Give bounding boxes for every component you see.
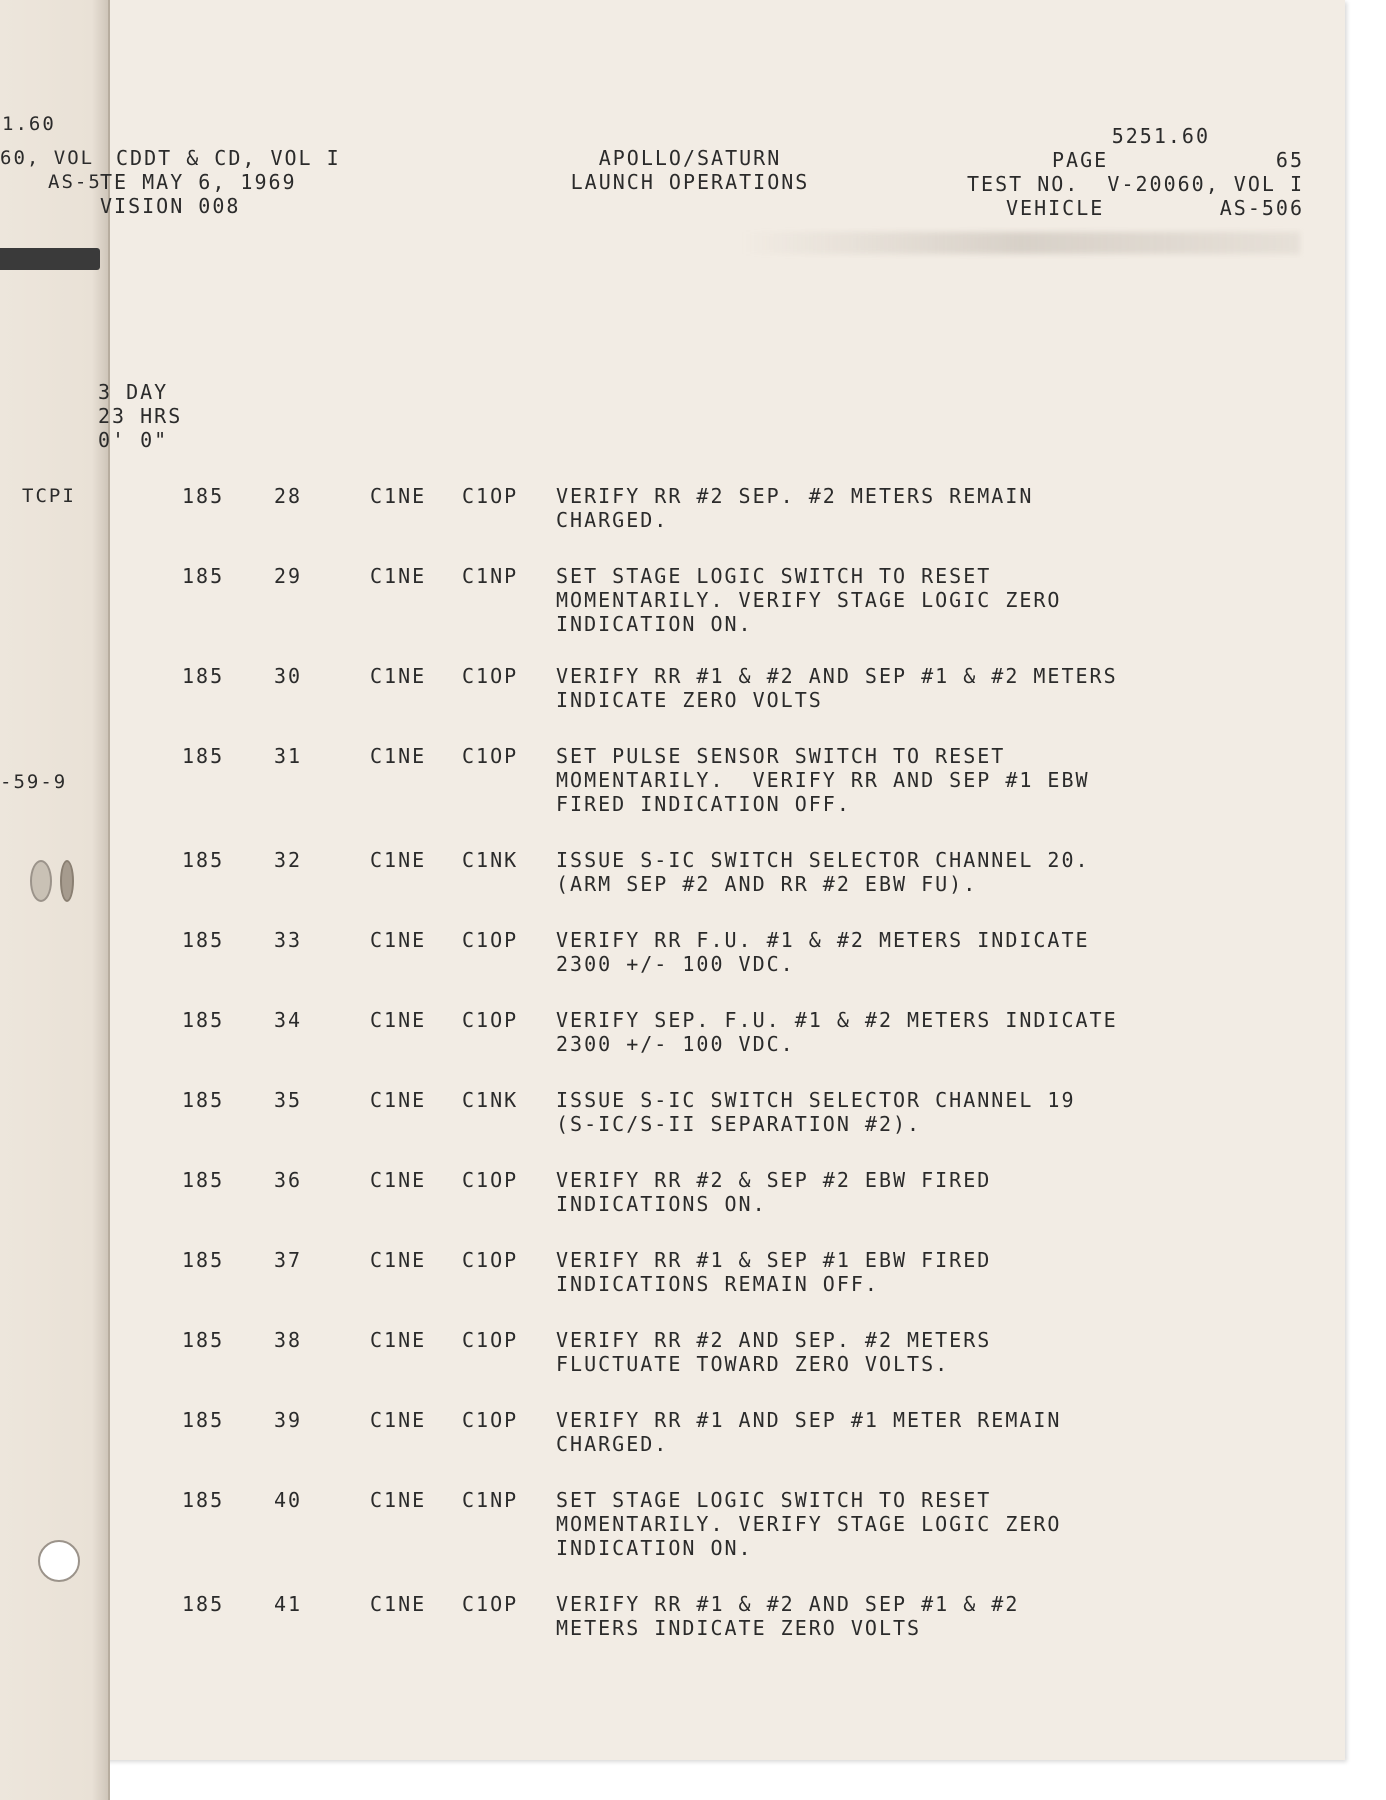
to-station: C1OP <box>462 744 519 768</box>
from-station: C1NE <box>370 744 427 768</box>
vehicle-id: AS-506 <box>1219 196 1304 220</box>
step-number: 36 <box>274 1168 303 1192</box>
sequence-number: 185 <box>182 564 225 588</box>
instruction-text: VERIFY SEP. F.U. #1 & #2 METERS INDICATE 2300 +/- 100 VDC. <box>556 1008 1118 1056</box>
left-page-fragment: 60, VOL <box>0 147 95 169</box>
from-station: C1NE <box>370 564 427 588</box>
from-station: C1NE <box>370 1408 427 1432</box>
step-number: 29 <box>274 564 303 588</box>
sequence-number: 185 <box>182 1592 225 1616</box>
step-number: 33 <box>274 928 303 952</box>
header-left-line: TE MAY 6, 1969 <box>100 170 297 194</box>
sequence-number: 185 <box>182 744 225 768</box>
instruction-text: VERIFY RR #2 SEP. #2 METERS REMAIN CHARGED. <box>556 484 1034 532</box>
instruction-text: VERIFY RR #1 & SEP #1 EBW FIRED INDICATIONS REMAIN OFF. <box>556 1248 992 1296</box>
instruction-text: ISSUE S-IC SWITCH SELECTOR CHANNEL 20. (ARM SEP #2 AND RR #2 EBW FU). <box>556 848 1090 896</box>
from-station: C1NE <box>370 1168 427 1192</box>
to-station: C1OP <box>462 1008 519 1032</box>
sequence-number: 185 <box>182 664 225 688</box>
binding-bar <box>0 248 100 270</box>
from-station: C1NE <box>370 1248 427 1272</box>
sequence-number: 185 <box>182 1168 225 1192</box>
punch-hole-upper-edge <box>60 860 74 902</box>
instruction-text: SET STAGE LOGIC SWITCH TO RESET MOMENTARILY. VERIFY STAGE LOGIC ZERO INDICATION ON. <box>556 1488 1062 1560</box>
instruction-text: VERIFY RR #2 AND SEP. #2 METERS FLUCTUATE TOWARD ZERO VOLTS. <box>556 1328 992 1376</box>
step-number: 32 <box>274 848 303 872</box>
punch-hole-upper <box>30 860 52 902</box>
sequence-number: 185 <box>182 484 225 508</box>
from-station: C1NE <box>370 484 427 508</box>
step-number: 30 <box>274 664 303 688</box>
test-number: TEST NO. V-20060, VOL I <box>967 172 1304 196</box>
vehicle-label: VEHICLE <box>1006 196 1105 220</box>
from-station: C1NE <box>370 1088 427 1112</box>
sequence-number: 185 <box>182 1088 225 1112</box>
countdown-days: 3 DAY <box>98 380 169 404</box>
step-number: 34 <box>274 1008 303 1032</box>
instruction-text: VERIFY RR #1 AND SEP #1 METER REMAIN CHARGED. <box>556 1408 1062 1456</box>
header-left-line: VISION 008 <box>100 194 241 218</box>
document-number: 5251.60 <box>1111 124 1210 148</box>
instruction-text: SET PULSE SENSOR SWITCH TO RESET MOMENTARILY. VERIFY RR AND SEP #1 EBW FIRED INDICATION OFF. <box>556 744 1090 816</box>
to-station: C1NP <box>462 1488 519 1512</box>
from-station: C1NE <box>370 1008 427 1032</box>
from-station: C1NE <box>370 1328 427 1352</box>
header-center-line: LAUNCH OPERATIONS <box>570 170 810 194</box>
from-station: C1NE <box>370 1592 427 1616</box>
to-station: C1OP <box>462 1408 519 1432</box>
to-station: C1OP <box>462 484 519 508</box>
to-station: C1OP <box>462 1168 519 1192</box>
to-station: C1NK <box>462 848 519 872</box>
page-number: 65 <box>1275 148 1304 172</box>
previous-page-edge <box>0 0 110 1800</box>
left-page-fragment: 1.60 <box>2 113 56 135</box>
from-station: C1NE <box>370 664 427 688</box>
to-station: C1OP <box>462 664 519 688</box>
instruction-text: VERIFY RR #1 & #2 AND SEP #1 & #2 METERS INDICATE ZERO VOLTS <box>556 1592 1020 1640</box>
page-label: PAGE <box>1052 148 1109 172</box>
instruction-text: SET STAGE LOGIC SWITCH TO RESET MOMENTARILY. VERIFY STAGE LOGIC ZERO INDICATION ON. <box>556 564 1062 636</box>
from-station: C1NE <box>370 1488 427 1512</box>
instruction-text: VERIFY RR F.U. #1 & #2 METERS INDICATE 2300 +/- 100 VDC. <box>556 928 1090 976</box>
sequence-number: 185 <box>182 1328 225 1352</box>
punch-hole-lower <box>38 1540 80 1582</box>
left-page-fragment: TCPI <box>22 485 76 507</box>
header-center-line: APOLLO/SATURN <box>598 146 782 170</box>
to-station: C1NK <box>462 1088 519 1112</box>
to-station: C1OP <box>462 1248 519 1272</box>
step-number: 28 <box>274 484 303 508</box>
bleed-through-bar <box>740 232 1300 254</box>
sequence-number: 185 <box>182 848 225 872</box>
left-page-fragment: -59-9 <box>0 771 68 793</box>
to-station: C1OP <box>462 1328 519 1352</box>
to-station: C1OP <box>462 928 519 952</box>
countdown-hours: 23 HRS <box>98 404 183 428</box>
step-number: 31 <box>274 744 303 768</box>
to-station: C1OP <box>462 1592 519 1616</box>
header-left-line: CDDT & CD, VOL I <box>116 146 341 170</box>
sequence-number: 185 <box>182 928 225 952</box>
countdown-minutes-seconds: 0' 0" <box>98 428 169 452</box>
step-number: 35 <box>274 1088 303 1112</box>
sequence-number: 185 <box>182 1008 225 1032</box>
from-station: C1NE <box>370 928 427 952</box>
instruction-text: VERIFY RR #1 & #2 AND SEP #1 & #2 METERS INDICATE ZERO VOLTS <box>556 664 1118 712</box>
sequence-number: 185 <box>182 1408 225 1432</box>
step-number: 38 <box>274 1328 303 1352</box>
step-number: 41 <box>274 1592 303 1616</box>
instruction-text: ISSUE S-IC SWITCH SELECTOR CHANNEL 19 (S-IC/S-II SEPARATION #2). <box>556 1088 1076 1136</box>
sequence-number: 185 <box>182 1488 225 1512</box>
to-station: C1NP <box>462 564 519 588</box>
step-number: 40 <box>274 1488 303 1512</box>
sequence-number: 185 <box>182 1248 225 1272</box>
left-page-fragment: AS-5 <box>48 171 102 193</box>
step-number: 39 <box>274 1408 303 1432</box>
from-station: C1NE <box>370 848 427 872</box>
step-number: 37 <box>274 1248 303 1272</box>
instruction-text: VERIFY RR #2 & SEP #2 EBW FIRED INDICATIONS ON. <box>556 1168 992 1216</box>
